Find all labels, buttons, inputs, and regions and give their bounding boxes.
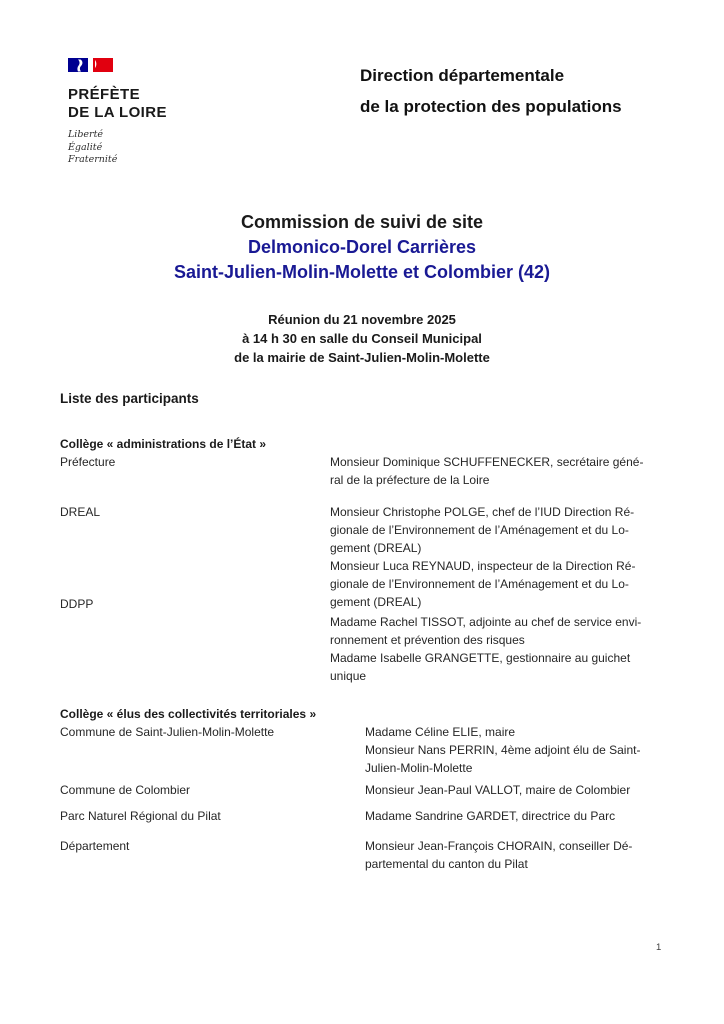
direction-line2: de la protection des populations [360, 97, 622, 116]
motto-fraternite: Fraternité [68, 154, 118, 165]
participant-row-st-julien [60, 723, 666, 777]
org-label: Commune de Colombier [60, 783, 191, 797]
participant-line [330, 595, 666, 613]
participant-row-colombier [60, 781, 666, 799]
page-number: 1 [656, 942, 662, 953]
org-label: Parc Naturel Régional du Pilat [60, 809, 221, 823]
prefecture-name [68, 86, 167, 122]
participant-line: Monsieur Dominique SCHUFFENECKER, secrétaire géné- [330, 455, 644, 469]
meeting-time-place: à 14 h 30 en salle du Conseil Municipal [242, 331, 482, 346]
participants-heading: Liste des participants [60, 391, 199, 406]
participant-line: Madame Isabelle GRANGETTE, gestionnaire au guichet [330, 651, 631, 665]
participant-row-parc-pilat [60, 807, 666, 825]
participant-line: partemental du canton du Pilat [365, 857, 528, 871]
participant-line: Julien-Molin-Molette [365, 761, 473, 775]
participant-line: Madame Céline ELIE, maire [365, 725, 516, 739]
direction-header [360, 60, 622, 122]
participant-line: gionale de l’Environnement de l’Aménagement et du Lo- [330, 577, 629, 591]
org-label: Commune de Saint-Julien-Molin-Molette [60, 725, 275, 739]
prefecture-logo [68, 55, 167, 167]
participant-details [330, 595, 666, 685]
republic-motto [68, 129, 167, 167]
participant-line: Monsieur Christophe POLGE, chef de l’IUD Direction Ré- [330, 505, 635, 519]
participant-line: Monsieur Jean-Paul VALLOT, maire de Colombier [365, 783, 631, 797]
prefecture-name-line2: DE LA LOIRE [68, 104, 167, 121]
participant-line: gement (DREAL) [330, 541, 422, 555]
participant-line: ronnement et prévention des risques [330, 633, 525, 647]
motto-liberte: Liberté [68, 129, 104, 140]
participant-line: Monsieur Luca REYNAUD, inspecteur de la Direction Ré- [330, 559, 636, 573]
document-title [0, 210, 724, 285]
participant-line: Madame Rachel TISSOT, adjointe au chef de service envi- [330, 615, 642, 629]
participant-details [365, 723, 666, 777]
prefecture-name-line1: PRÉFÈTE [68, 86, 140, 103]
org-label: Département [60, 839, 130, 853]
participant-line: unique [330, 669, 367, 683]
participant-line: Madame Sandrine GARDET, directrice du Parc [365, 809, 616, 823]
french-flag-icon [68, 55, 167, 80]
participant-row-ddpp [60, 595, 666, 685]
org-label: DDPP [60, 597, 94, 611]
participant-row-departement [60, 837, 666, 873]
title-line2: Delmonico-Dorel Carrières [247, 237, 477, 257]
participant-line: ral de la préfecture de la Loire [330, 473, 490, 487]
participant-details [330, 453, 666, 489]
college-etat-heading: Collège « administrations de l’État » [60, 437, 267, 451]
participant-details [365, 837, 666, 873]
org-label: Préfecture [60, 455, 116, 469]
meeting-location: de la mairie de Saint-Julien-Molin-Molette [234, 350, 490, 365]
college-elus-heading: Collège « élus des collectivités territoriales » [60, 707, 317, 721]
direction-line1: Direction départementale [360, 66, 565, 85]
title-line1: Commission de suivi de site [240, 212, 484, 232]
motto-egalite: Égalité [68, 141, 103, 153]
participant-details [365, 781, 666, 799]
meeting-date: Réunion du 21 novembre 2025 [268, 312, 456, 327]
section-college-etat [60, 435, 666, 685]
title-line3: Saint-Julien-Molin-Molette et Colombier (42) [173, 262, 550, 282]
participant-line: Monsieur Jean-François CHORAIN, conseiller Dé- [365, 839, 633, 853]
participant-row-prefecture [60, 453, 666, 489]
org-label: DREAL [60, 505, 101, 519]
meeting-info [0, 310, 724, 367]
participant-line: gionale de l’Environnement de l’Aménagement et du Lo- [330, 523, 629, 537]
participant-line: Monsieur Nans PERRIN, 4ème adjoint élu de Saint- [365, 743, 641, 757]
participant-details [365, 807, 666, 825]
participant-line: gement (DREAL) [330, 595, 422, 609]
section-college-elus [60, 705, 666, 873]
